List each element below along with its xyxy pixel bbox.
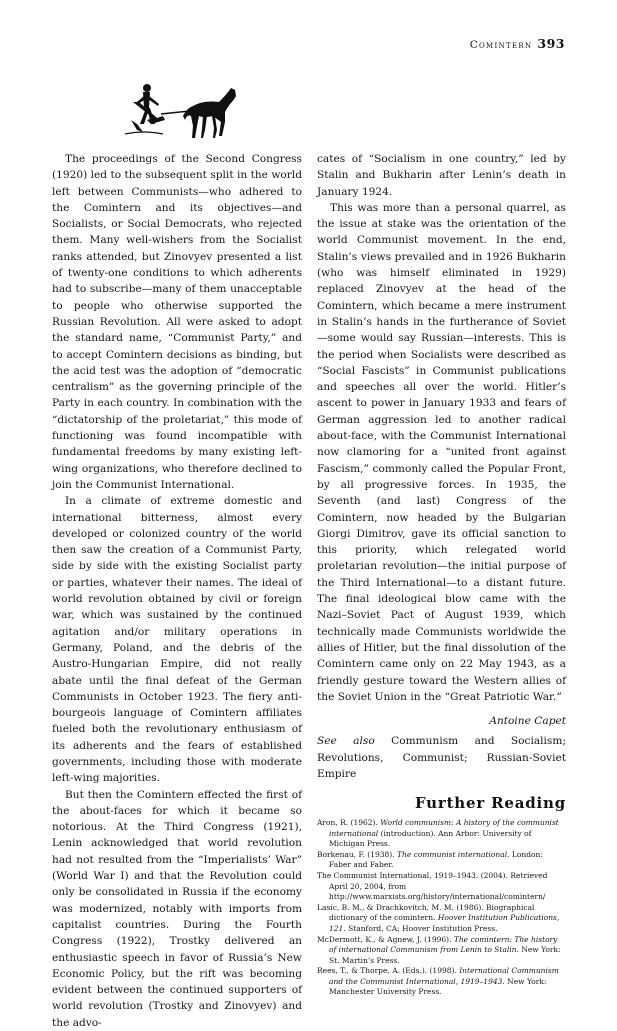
reference-item: Rees, T., & Thorpe, A. (Eds.). (1998). International Communism and the Communist International, 1919–1943. New York: Manchester University Press. bbox=[317, 966, 559, 997]
paragraph: The proceedings of the Second Congress (1920) led to the subsequent split in the world left between Communists—who adhered to the Comintern and its objectives—and Socialists, or Social Democrats, who rejected them. Many well-wishers from the Socialist ranks attended, but Zinovyev presented a list of twenty-one conditions to which adherents had to subscribe—many of them unacceptable to people who otherwise supported the Russian Revolution. All were asked to adopt the standard name, “Communist Party,” and to accept Comintern decisions as binding, but the acid test was the adoption of “democratic centralism” as the governing principle of the Party in each country. In combination with the “dictatorship of the proletariat,” this mode of functioning was found incompatible with fundamental freedoms by many existing left-wing organizations, who therefore declined to join the Communist International. bbox=[52, 153, 302, 491]
further-reading-title: Further Reading bbox=[414, 794, 566, 813]
reference-item: The Communist International, 1919–1943. (2004). Retrieved April 20, 2004, from http://www.marxists.org/history/international/comintern/ bbox=[317, 871, 548, 902]
reference-item: Borkenau, F. (1938). The communist international. London: Faber and Faber. bbox=[317, 850, 543, 870]
right-column bbox=[317, 151, 566, 998]
section-title: Comintern bbox=[469, 39, 533, 51]
reference-list bbox=[317, 818, 566, 997]
reference-item: Lasic, B. M., & Drachkovitch, M. M. (1986). Biographical dictionary of the comintern. Hoover Institution Publications, 121. Stanford, CA: Hoover Institution Press. bbox=[317, 903, 560, 933]
paragraph: But then the Comintern effected the first of the about-faces for which it became so notorious. At the Third Congress (1921), Lenin acknowledged that world revolution had not resulted from the “Imperialists’ War” (World War I) and that the Revolution could only be consolidated in Russia if the economy was modernized, notably with imports from capitalist countries. During the Fourth Congress (1922), Trostky delivered an enthusiastic speech in favor of Russia’s New Economic Policy, but the rift was becoming evident between the continued supporters of world revolution (Trostky and Zinovyev) and the advo- bbox=[52, 788, 302, 1029]
reference-item: Aron, R. (1962). World communism: A history of the communist international (introduction). Ann Arbor: University of Michigan Press. bbox=[317, 818, 559, 849]
running-head bbox=[470, 36, 565, 51]
left-column bbox=[52, 151, 302, 1031]
see-also-text: Communism and Socialism; Revolutions, Communist; Russian-Soviet Empire bbox=[317, 735, 566, 780]
paragraph: cates of “Socialism in one country,” led by Stalin and Bukharin after Lenin’s death in January 1924. bbox=[317, 153, 566, 198]
paragraph: In a climate of extreme domestic and international bitterness, almost every developed or colonized country of the world then saw the creation of a Communist Party, side by side with the existing Socialist party or parties, whatever their names. The ideal of world revolution obtained by civil or foreign war, which was sustained by the continued agitation and/or military operations in Germany, Poland, and the debris of the Austro-Hungarian Empire, did not really abate until the final defeat of the German Communists in October 1923. The fiery anti-bourgeois language of Comintern affiliates fueled both the revolutionary enthusiasm of its adherents and the fears of established governments, including those with moderate left-wing majorities. bbox=[52, 495, 302, 785]
paragraph: This was more than a personal quarrel, as the issue at stake was the orientation of the world Communist movement. In the end, Stalin’s views prevailed and in 1926 Bukharin (who was himself eliminated in 1929) replaced Zinovyev at the head of the Comintern, which became a mere instrument in Stalin’s hands in the furtherance of Soviet—some would say Russian—interests. This is the period when Socialists were described as “Social Fascists” in Communist publications and speeches all over the world. Hitler’s ascent to power in January 1933 and fears of German aggression led to another radical about-face, with the Communist International now clamoring for a “united front against Fascism,” commonly called the Popular Front, by all progressive forces. In 1935, the Seventh (and last) Congress of the Comintern, now headed by the Bulgarian Giorgi Dimitrov, gave its official sanction to this priority, which relegated world proletarian revolution—the initial purpose of the Third International—to a distant future. The final ideological blow came with the Nazi–Soviet Pact of August 1939, which technically made Communists worldwide the allies of Hitler, but the final dissolution of the Comintern came only on 22 May 1943, as a friendly gesture toward the Western allies of the Soviet Union in the “Great Patriotic War.” bbox=[317, 201, 566, 703]
see-also bbox=[317, 733, 566, 782]
author-signature: Antoine Capet bbox=[489, 715, 566, 728]
see-also-label: See also bbox=[317, 735, 375, 748]
page-number: 393 bbox=[537, 36, 565, 51]
ploughman-and-horse-icon bbox=[103, 80, 243, 140]
reference-item: McDermott, K., & Agnew, J. (1996). The comintern: The history of international Communism from Lenin to Stalin. New York: St. Martin’s Press. bbox=[317, 934, 561, 965]
